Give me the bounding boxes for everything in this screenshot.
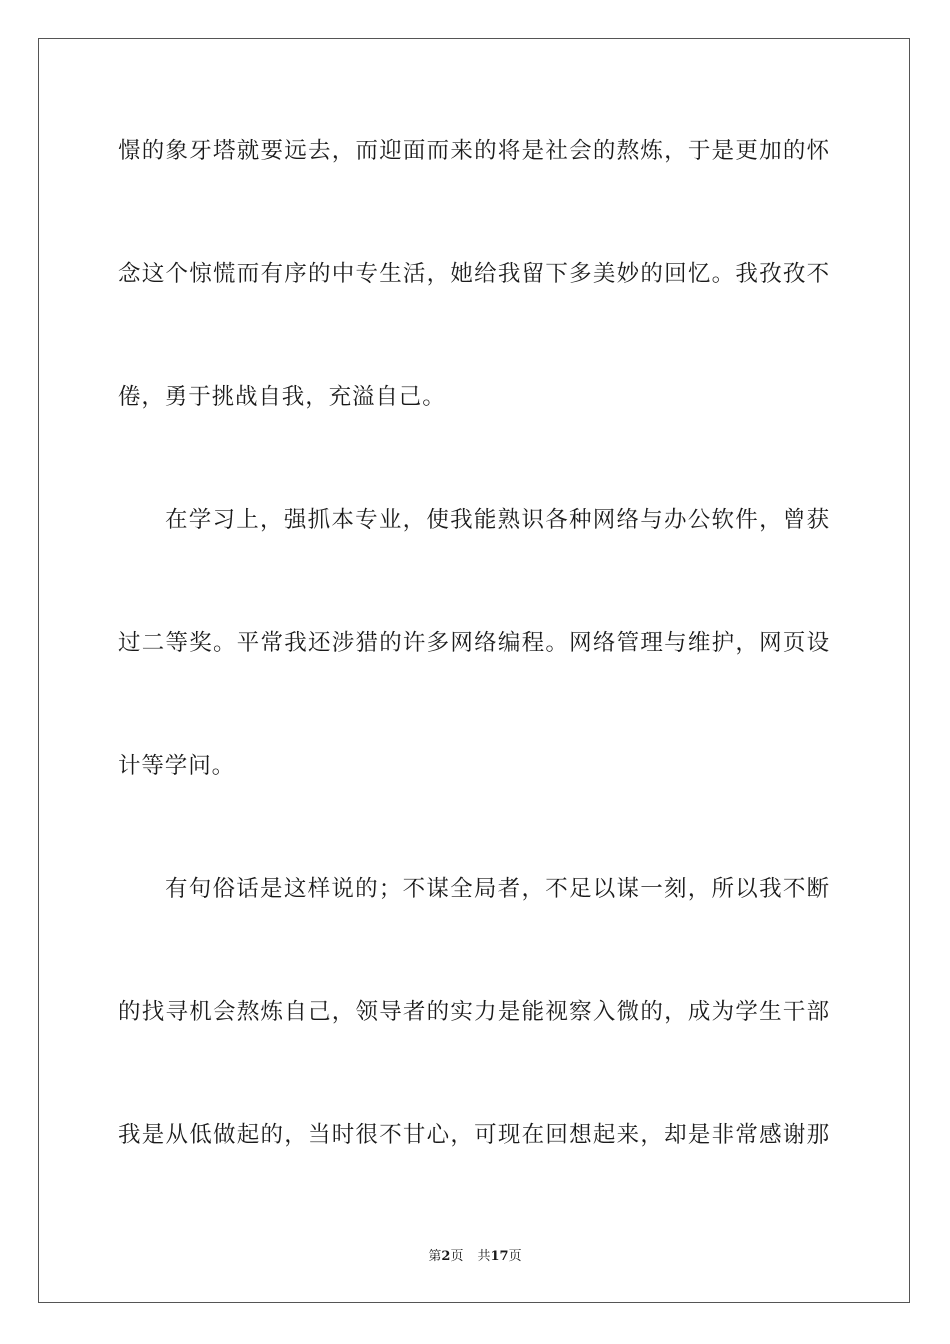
total-pages-prefix: 共	[477, 1249, 491, 1264]
body-text-line: 计等学问。	[118, 753, 236, 779]
page-border	[38, 38, 910, 1303]
page-number-suffix: 页	[450, 1249, 464, 1264]
paragraph-first-line: 在学习上，强抓本专业，使我能熟识各种网络与办公软件，曾获	[165, 507, 830, 533]
body-text-line: 过二等奖。平常我还涉猎的许多网络编程。网络管理与维护，网页设	[118, 630, 830, 656]
total-pages-suffix: 页	[508, 1249, 522, 1264]
page-number-prefix: 第	[428, 1249, 442, 1264]
body-text-line: 的找寻机会熬炼自己，领导者的实力是能视察入微的，成为学生干部	[118, 999, 830, 1025]
body-text-line: 倦，勇于挑战自我，充溢自己。	[118, 384, 446, 410]
page-number: 2	[441, 1249, 451, 1264]
body-text-line: 我是从低做起的，当时很不甘心，可现在回想起来，却是非常感谢那	[118, 1122, 830, 1148]
paragraph-first-line: 有句俗话是这样说的；不谋全局者，不足以谋一刻，所以我不断	[165, 876, 830, 902]
body-text-line: 念这个惊慌而有序的中专生活，她给我留下多美妙的回忆。我孜孜不	[118, 261, 830, 287]
body-text-line: 憬的象牙塔就要远去，而迎面而来的将是社会的熬炼，于是更加的怀	[118, 138, 830, 164]
total-pages: 17	[490, 1249, 509, 1264]
page-footer	[0, 1248, 950, 1266]
